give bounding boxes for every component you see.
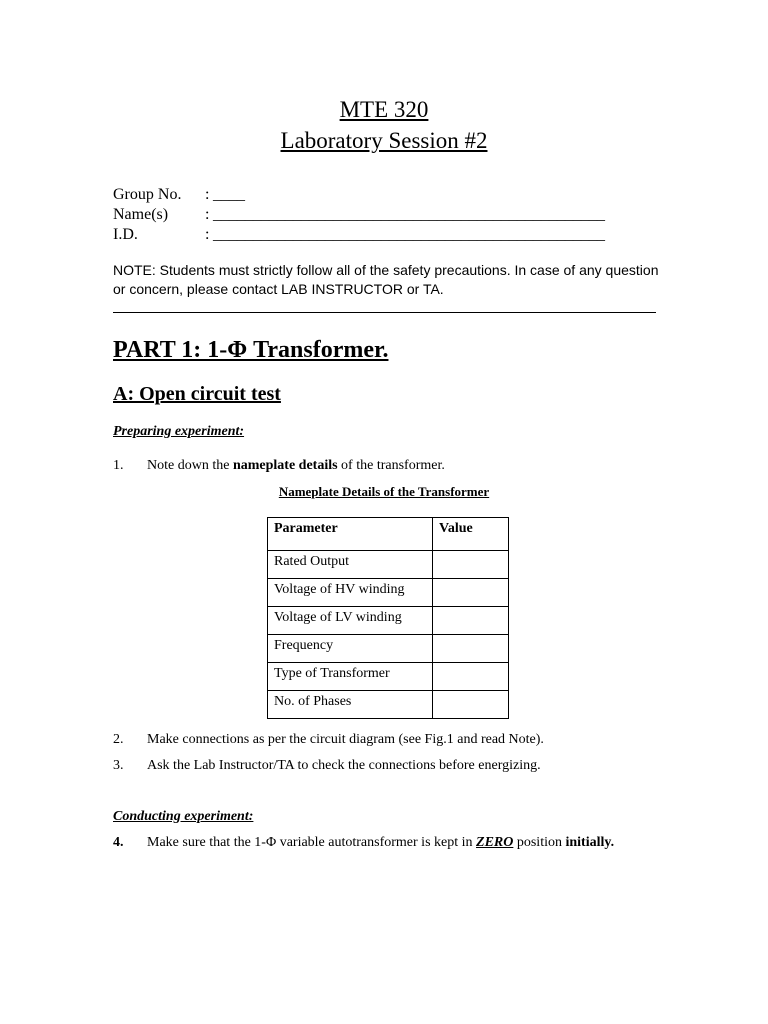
parameter-cell: Type of Transformer [268, 663, 433, 691]
step-text: of the transformer. [337, 458, 445, 473]
field-colon: : [205, 226, 210, 243]
table-caption: Nameplate Details of the Transformer [278, 484, 490, 499]
value-cell[interactable] [433, 691, 509, 719]
parameter-cell: No. of Phases [268, 691, 433, 719]
value-cell[interactable] [433, 635, 509, 663]
group-no-field [113, 185, 245, 205]
table-row [268, 691, 509, 719]
step-1 [113, 457, 445, 475]
step-bold-text: nameplate details [232, 458, 338, 473]
step-number: 2. [113, 732, 124, 747]
step-number: 1. [113, 458, 124, 473]
field-colon: : [205, 206, 210, 223]
table-header-row [268, 518, 509, 551]
step-4 [113, 834, 614, 852]
parameter-cell: Rated Output [268, 551, 433, 579]
step-number: 4. [113, 835, 124, 850]
group-no-blank: ____ [213, 186, 245, 203]
conducting-label: Conducting experiment: [113, 809, 254, 824]
value-cell[interactable] [433, 579, 509, 607]
id-blank: _________________________________________________ [213, 226, 605, 243]
table-row [268, 663, 509, 691]
table-row [268, 579, 509, 607]
table-row [268, 551, 509, 579]
header-parameter: Parameter [268, 518, 433, 551]
session-title: Laboratory Session #2 [280, 128, 488, 153]
safety-note: NOTE: Students must strictly follow all of the safety precautions. In case of any question or concern, please contact LAB INSTRUCTOR or TA. [113, 262, 659, 297]
course-title: MTE 320 [339, 97, 429, 122]
header-value: Value [433, 518, 509, 551]
step-text: Note down the [147, 458, 233, 473]
parameter-cell: Voltage of HV winding [268, 579, 433, 607]
step-text: Ask the Lab Instructor/TA to check the connections before energizing. [147, 758, 541, 773]
step-text: Make sure that the 1-Φ variable autotransformer is kept in [147, 835, 477, 850]
field-label: Name(s) [113, 206, 169, 223]
step-text: Make connections as per the circuit diagram (see Fig.1 and read Note). [147, 732, 544, 747]
step-number: 3. [113, 758, 124, 773]
names-blank: _________________________________________________ [213, 206, 605, 223]
horizontal-rule [113, 312, 656, 313]
value-cell[interactable] [433, 551, 509, 579]
step-bold-text: initially. [565, 835, 615, 850]
field-label: Group No. [113, 186, 182, 203]
section-a-heading: A: Open circuit test [113, 383, 281, 405]
value-cell[interactable] [433, 663, 509, 691]
value-cell[interactable] [433, 607, 509, 635]
zero-emphasis: ZERO [476, 835, 514, 850]
field-label: I.D. [113, 226, 138, 243]
part1-heading: PART 1: 1-Φ Transformer. [113, 337, 389, 363]
field-colon: : [205, 186, 210, 203]
step-3 [113, 757, 541, 775]
step-2 [113, 731, 544, 749]
nameplate-table [267, 517, 509, 719]
table-row [268, 635, 509, 663]
parameter-cell: Voltage of LV winding [268, 607, 433, 635]
id-field [113, 225, 605, 245]
preparing-label: Preparing experiment: [113, 424, 245, 439]
table-row [268, 607, 509, 635]
parameter-cell: Frequency [268, 635, 433, 663]
step-text: position [513, 835, 566, 850]
names-field [113, 205, 605, 225]
